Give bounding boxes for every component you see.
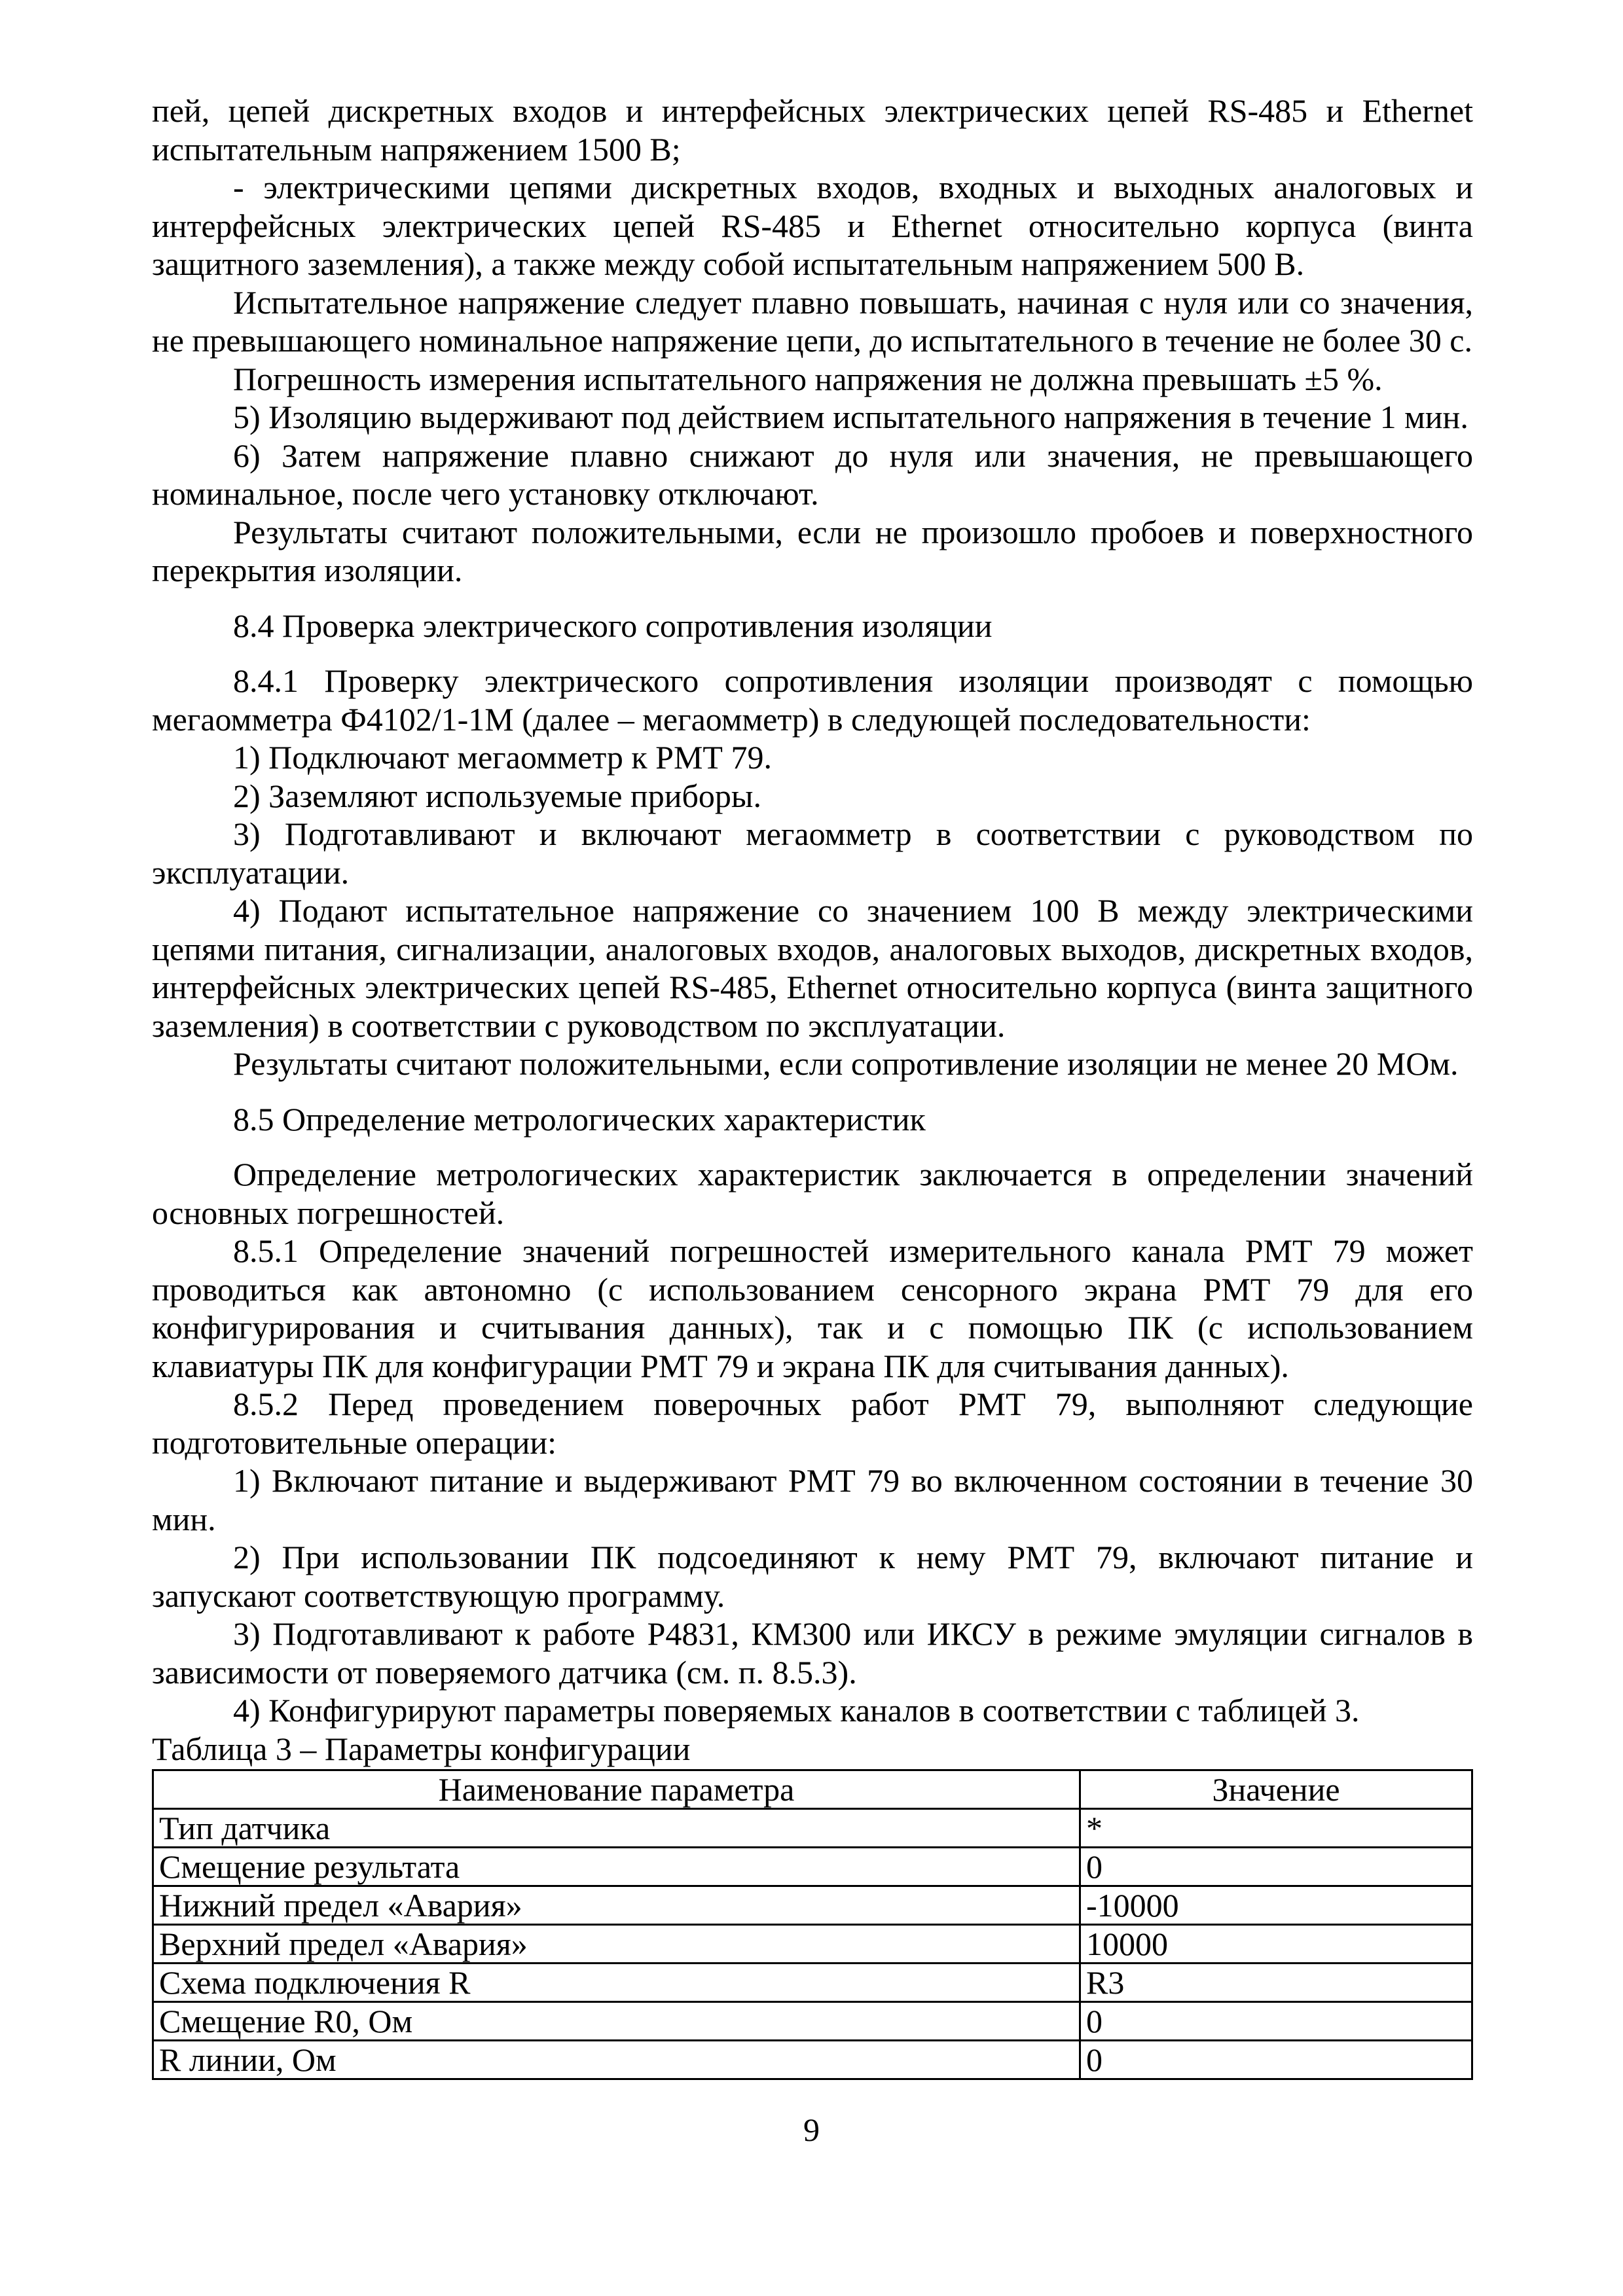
config-table xyxy=(152,1769,1473,2080)
paragraph: 4) Конфигурируют параметры поверяемых каналов в соответствии с таблицей 3. xyxy=(233,1692,1360,1729)
paragraph: пей, цепей дискретных входов и интерфейсных электрических цепей RS-485 и Ethernet испытательным напряжением 1500 В; xyxy=(152,92,1473,168)
param-name-cell: Верхний предел «Авария» xyxy=(153,1925,1080,1964)
paragraph: 1) Включают питание и выдерживают РМТ 79 во включенном состоянии в течение 30 мин. xyxy=(152,1462,1473,1537)
param-name-cell: Схема подключения R xyxy=(153,1964,1080,2002)
param-name-cell: Тип датчика xyxy=(153,1809,1080,1848)
paragraph: - электрическими цепями дискретных входов, входных и выходных аналоговых и интерфейсных электрических цепей RS-485 и Ethernet относительно корпуса (винта защитного заземления), а также между собой испытательным напряжением 500 В. xyxy=(152,169,1473,282)
paragraph: 8.4 Проверка электрического сопротивления изоляции xyxy=(233,607,993,644)
paragraph-list xyxy=(152,92,1473,1730)
paragraph: 3) Подготавливают и включают мегаомметр в соответствии с руководством по эксплуатации. xyxy=(152,816,1473,891)
paragraph: 5) Изоляцию выдерживают под действием испытательного напряжения в течение 1 мин. xyxy=(233,399,1468,435)
paragraph: 8.5.2 Перед проведением поверочных работ РМТ 79, выполняют следующие подготовительные операции: xyxy=(152,1386,1473,1461)
param-value-cell: 0 xyxy=(1080,1848,1472,1886)
table-row xyxy=(153,1809,1472,1848)
table-row xyxy=(153,1886,1472,1925)
paragraph: 8.5.1 Определение значений погрешностей измерительного канала РМТ 79 может проводиться как автономно (с использованием сенсорного экрана РМТ 79 для его конфигурирования и считывания данных), так и с помощью ПК (с использованием клавиатуры ПК для конфигурации РМТ 79 и экрана ПК для считывания данных). xyxy=(152,1232,1473,1384)
paragraph: 8.5 Определение метрологических характеристик xyxy=(233,1100,926,1138)
table-header-row xyxy=(153,1770,1472,1809)
param-value-cell: 0 xyxy=(1080,2041,1472,2079)
param-value-cell: 0 xyxy=(1080,2002,1472,2041)
param-name-cell: Смещение результата xyxy=(153,1848,1080,1886)
header-param: Наименование параметра xyxy=(153,1770,1080,1809)
table-body xyxy=(153,1809,1472,2079)
body-text xyxy=(152,92,1473,2080)
table-caption: Таблица 3 – Параметры конфигурации xyxy=(152,1730,691,1767)
table-row xyxy=(153,2002,1472,2041)
param-name-cell: Нижний предел «Авария» xyxy=(153,1886,1080,1925)
paragraph: Погрешность измерения испытательного напряжения не должна превышать ±5 %. xyxy=(233,360,1383,397)
param-name-cell: R линии, Ом xyxy=(153,2041,1080,2079)
paragraph: 6) Затем напряжение плавно снижают до нуля или значения, не превышающего номинальное, после чего установку отключают. xyxy=(152,437,1473,512)
paragraph: 1) Подключают мегаомметр к РМТ 79. xyxy=(233,739,772,776)
table-row xyxy=(153,1848,1472,1886)
param-value-cell: 10000 xyxy=(1080,1925,1472,1964)
param-value-cell: -10000 xyxy=(1080,1886,1472,1925)
param-value-cell: R3 xyxy=(1080,1964,1472,2002)
paragraph: Испытательное напряжение следует плавно повышать, начиная с нуля или со значения, не превышающего номинальное напряжение цепи, до испытательного в течение не более 30 с. xyxy=(152,283,1473,359)
paragraph: 2) Заземляют используемые приборы. xyxy=(233,777,761,814)
paragraph: 4) Подают испытательное напряжение со значением 100 В между электрическими цепями питания, сигнализации, аналоговых входов, аналоговых выходов, дискретных входов, интерфейсных электрических цепей RS-485, Ethernet относительно корпуса (винта защитного заземления) в соответствии с руководством по эксплуатации. xyxy=(152,892,1473,1044)
param-value-cell: * xyxy=(1080,1809,1472,1848)
header-value: Значение xyxy=(1080,1770,1472,1809)
paragraph: 2) При использовании ПК подсоединяют к нему РМТ 79, включают питание и запускают соответствующую программу. xyxy=(152,1539,1473,1614)
paragraph: Определение метрологических характеристик заключается в определении значений основных погрешностей. xyxy=(152,1156,1473,1231)
table-row xyxy=(153,1925,1472,1964)
table-row xyxy=(153,2041,1472,2079)
paragraph: 8.4.1 Проверку электрического сопротивления изоляции производят с помощью мегаомметра Ф4102/1-1М (далее – мегаомметр) в следующей последовательности: xyxy=(152,662,1473,738)
param-name-cell: Смещение R0, Ом xyxy=(153,2002,1080,2041)
page-number: 9 xyxy=(803,2111,820,2148)
paragraph: Результаты считают положительными, если сопротивление изоляции не менее 20 МОм. xyxy=(233,1045,1459,1082)
table-row xyxy=(153,1964,1472,2002)
paragraph: 3) Подготавливают к работе Р4831, КМ300 или ИКСУ в режиме эмуляции сигналов в зависимости от поверяемого датчика (см. п. 8.5.3). xyxy=(152,1615,1473,1691)
paragraph: Результаты считают положительными, если не произошло пробоев и поверхностного перекрытия изоляции. xyxy=(152,513,1473,588)
